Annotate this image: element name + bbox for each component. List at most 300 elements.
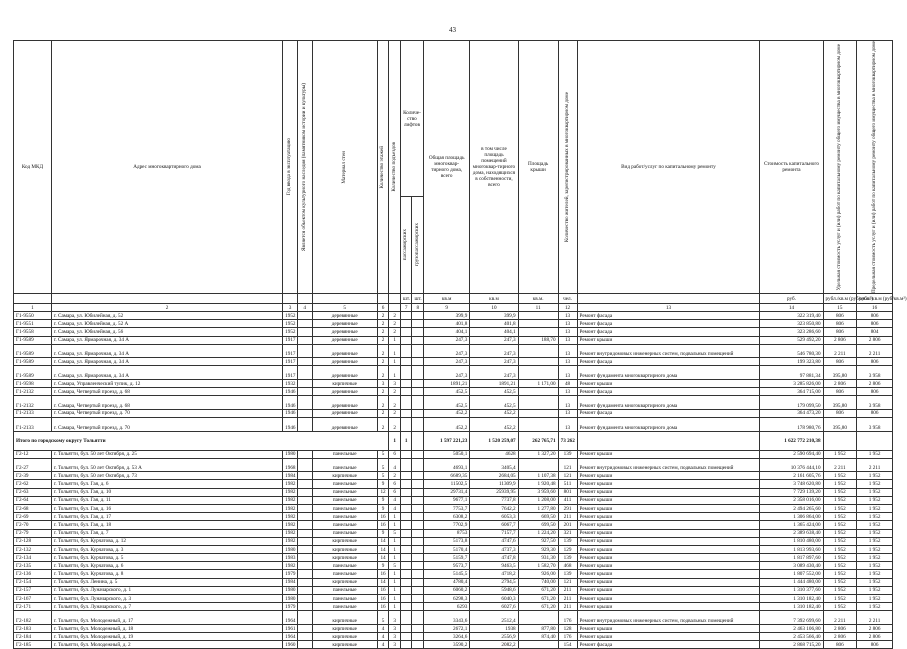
row-lifts-cargo: [412, 595, 424, 603]
unit-cell: [377, 294, 389, 304]
row-address: г. Тольятти, бул. Гая, д. 6: [51, 480, 282, 488]
column-number: 13: [577, 304, 760, 312]
row-code: Г2-167: [14, 595, 52, 603]
row-address: г. Тольятти, бул. 50 лет Октября, д. 73: [51, 472, 282, 480]
row-entrances: 2: [389, 388, 401, 396]
row-max-cost: 2 211: [857, 611, 893, 625]
row-address: г. Самара, ул. Юбилейная, д. 56: [51, 328, 282, 336]
row-unit-cost: 806: [823, 358, 857, 366]
row-year: 1917: [283, 358, 298, 366]
row-walls: панельные: [312, 595, 377, 603]
table-row: [14, 521, 893, 529]
unit-cell: [14, 294, 52, 304]
row-heritage: [297, 504, 312, 512]
row-walls: панельные: [312, 450, 377, 458]
row-code: Г1-9589: [14, 336, 52, 344]
table-row: [14, 529, 893, 537]
row-entrances: 1: [389, 366, 401, 380]
row-cost: 323 286,60: [760, 328, 823, 336]
row-code: Г1-2132: [14, 396, 52, 410]
row-lifts-pass: [400, 496, 412, 504]
row-heritage: [297, 388, 312, 396]
row-cost: 2 453 566,40: [760, 633, 823, 641]
total-section: [14, 431, 893, 450]
row-entrances: 1: [389, 545, 401, 553]
row-roof-area: [518, 458, 558, 472]
row-code: Г1-9550: [14, 312, 52, 320]
row-heritage: [297, 488, 312, 496]
row-code: Г2-182: [14, 611, 52, 625]
row-cost: 178 980,76: [760, 418, 823, 432]
row-work: Ремонт крыши: [577, 570, 760, 578]
row-entrances: 6: [389, 450, 401, 458]
table-row: [14, 396, 893, 410]
row-walls: панельные: [312, 603, 377, 611]
row-owned-area: 25939,95: [470, 488, 518, 496]
row-walls: панельные: [312, 513, 377, 521]
row-max-cost: 1 952: [857, 480, 893, 488]
row-address: г. Тольятти, бул. Молодежный, д. 2: [51, 641, 282, 649]
row-lifts-cargo: [412, 611, 424, 625]
row-heritage: [297, 450, 312, 458]
column-number: 9: [424, 304, 470, 312]
row-floors: 14: [377, 545, 389, 553]
row-cost: 10 376 444,10: [760, 458, 823, 472]
row-walls: деревянные: [312, 388, 377, 396]
row-work: Ремонт фасада: [577, 358, 760, 366]
row-owned-area: 5948,6: [470, 586, 518, 594]
row-total-area: 452,5: [424, 396, 470, 410]
row-work: Ремонт крыши: [577, 488, 760, 496]
row-max-cost: 806: [857, 358, 893, 366]
row-roof-area: 877,80: [518, 624, 558, 632]
row-residents: 13: [558, 388, 577, 396]
row-lifts-cargo: [412, 578, 424, 586]
row-lifts-pass: [400, 366, 412, 380]
row-total-area: 5170,4: [424, 545, 470, 553]
row-floors: 2: [377, 409, 389, 417]
column-number: 5: [312, 304, 377, 312]
row-cost: 322 319,40: [760, 312, 823, 320]
total-lifts-pass: 1: [389, 431, 401, 450]
row-lifts-pass: [400, 480, 412, 488]
row-roof-area: [518, 366, 558, 380]
row-unit-cost: 806: [823, 320, 857, 328]
row-heritage: [297, 595, 312, 603]
row-floors: 4: [377, 641, 389, 649]
row-cost: 1 306 864,00: [760, 513, 823, 521]
row-entrances: 2: [389, 320, 401, 328]
row-unit-cost: 1 952: [823, 595, 857, 603]
row-floors: 2: [377, 336, 389, 344]
row-max-cost: 1 952: [857, 595, 893, 603]
row-address: г. Тольятти, бул. Гая, д. 11: [51, 496, 282, 504]
row-total-area: 6293: [424, 603, 470, 611]
row-max-cost: 1 952: [857, 529, 893, 537]
row-total-area: 9677,1: [424, 496, 470, 504]
row-heritage: [297, 358, 312, 366]
row-unit-cost: 1 952: [823, 480, 857, 488]
row-owned-area: 401,8: [470, 320, 518, 328]
col-lifts-cargo-header: грузопассажирских: [413, 223, 420, 267]
row-floors: 4: [377, 624, 389, 632]
row-residents: 13: [558, 312, 577, 320]
row-work: Ремонт фасада: [577, 312, 760, 320]
row-max-cost: 806: [857, 641, 893, 649]
row-residents: 411: [558, 496, 577, 504]
row-lifts-cargo: [412, 336, 424, 344]
row-address: г. Тольятти, бул. Курчатова, д. 12: [51, 537, 282, 545]
row-residents: 468: [558, 562, 577, 570]
row-unit-cost: 806: [823, 388, 857, 396]
row-walls: кирпичные: [312, 633, 377, 641]
row-floors: 2: [377, 388, 389, 396]
row-address: г. Тольятти, бул. 50 лет Октября, д. 53 А: [51, 458, 282, 472]
row-lifts-pass: [400, 418, 412, 432]
row-lifts-cargo: [412, 472, 424, 480]
row-walls: панельные: [312, 529, 377, 537]
row-lifts-cargo: [412, 641, 424, 649]
row-total-area: 8753: [424, 529, 470, 537]
row-roof-area: 671,20: [518, 595, 558, 603]
units-row: [14, 294, 893, 304]
table-row: [14, 320, 893, 328]
row-walls: панельные: [312, 504, 377, 512]
row-year: 1946: [283, 396, 298, 410]
row-residents: 13: [558, 320, 577, 328]
row-year: 1946: [283, 388, 298, 396]
row-lifts-pass: [400, 562, 412, 570]
row-work: Ремонт крыши: [577, 633, 760, 641]
row-cost: 1 310 182,40: [760, 603, 823, 611]
row-floors: 9: [377, 529, 389, 537]
row-lifts-cargo: [412, 586, 424, 594]
row-floors: 2: [377, 358, 389, 366]
row-max-cost: 1 952: [857, 472, 893, 480]
row-owned-area: 6053,3: [470, 513, 518, 521]
row-address: г. Самара, Четвертый проезд, д. 70: [51, 418, 282, 432]
row-lifts-pass: [400, 504, 412, 512]
row-walls: панельные: [312, 458, 377, 472]
row-entrances: 1: [389, 603, 401, 611]
row-roof-area: 1 277,80: [518, 504, 558, 512]
row-walls: кирпичные: [312, 545, 377, 553]
unit-cell: [283, 294, 298, 304]
row-lifts-cargo: [412, 496, 424, 504]
col-total-area-header: Общая площадь многоквар-тирного дома, всего: [424, 41, 470, 294]
row-heritage: [297, 496, 312, 504]
row-work: Ремонт крыши: [577, 496, 760, 504]
row-roof-area: [518, 358, 558, 366]
row-owned-area: 247,3: [470, 366, 518, 380]
row-unit-cost: 1 952: [823, 513, 857, 521]
row-residents: 139: [558, 570, 577, 578]
samara-rows: [14, 312, 893, 432]
row-walls: деревянные: [312, 312, 377, 320]
row-entrances: 4: [389, 496, 401, 504]
row-owned-area: 452,2: [470, 409, 518, 417]
row-heritage: [297, 320, 312, 328]
row-cost: 7 392 699,60: [760, 611, 823, 625]
row-code: Г2-135: [14, 562, 52, 570]
row-code: Г2-39: [14, 472, 52, 480]
row-owned-area: 247,3: [470, 358, 518, 366]
row-code: Г2-62: [14, 480, 52, 488]
row-cost: 364 715,00: [760, 388, 823, 396]
row-lifts-pass: [400, 611, 412, 625]
row-work: Ремонт крыши: [577, 450, 760, 458]
row-lifts-cargo: [412, 409, 424, 417]
column-number: 16: [857, 304, 893, 312]
row-entrances: 1: [389, 586, 401, 594]
row-code: Г2-154: [14, 578, 52, 586]
row-owned-area: 6067,7: [470, 521, 518, 529]
row-code: Г1-9598: [14, 379, 52, 387]
row-unit-cost: 1 952: [823, 450, 857, 458]
row-year: 1960: [283, 641, 298, 649]
row-heritage: [297, 545, 312, 553]
col-unit-cost-header: Удельная стоимость услуг и (или) работ по капитальному ремонту общего имущества в многоквартирном доме: [836, 43, 843, 291]
row-entrances: 2: [389, 472, 401, 480]
row-max-cost: 1 952: [857, 570, 893, 578]
row-work: Ремонт фундамента многоквартирного дома: [577, 418, 760, 432]
row-heritage: [297, 513, 312, 521]
row-cost: 3 285 826,00: [760, 379, 823, 387]
table-row: [14, 570, 893, 578]
table-row: [14, 366, 893, 380]
column-number: 6: [377, 304, 389, 312]
unit-cell: [297, 294, 312, 304]
row-year: 1982: [283, 529, 298, 537]
row-residents: 129: [558, 545, 577, 553]
row-total-area: 7702,9: [424, 521, 470, 529]
row-residents: 211: [558, 595, 577, 603]
row-address: г. Самара, Управленческий тупик, д. 12: [51, 379, 282, 387]
row-owned-area: 7157,7: [470, 529, 518, 537]
row-max-cost: 1 952: [857, 578, 893, 586]
row-work: Ремонт крыши: [577, 529, 760, 537]
unit-cell: чел.: [558, 294, 577, 304]
row-year: 1982: [283, 513, 298, 521]
row-year: 1982: [283, 562, 298, 570]
col-year-header: Год ввода в эксплуатацию: [286, 138, 293, 196]
row-floors: 16: [377, 521, 389, 529]
col-lifts-header: Количе-ство лифтов: [400, 41, 423, 197]
row-lifts-pass: [400, 312, 412, 320]
row-cost: 323 850,80: [760, 320, 823, 328]
row-owned-area: 11309,9: [470, 480, 518, 488]
row-lifts-pass: [400, 521, 412, 529]
row-max-cost: 806: [857, 388, 893, 396]
row-owned-area: 404,1: [470, 328, 518, 336]
row-total-area: 1891,21: [424, 379, 470, 387]
row-entrances: 2: [389, 409, 401, 417]
row-year: 1917: [283, 344, 298, 358]
row-residents: 13: [558, 358, 577, 366]
table-row: [14, 545, 893, 553]
row-walls: деревянные: [312, 396, 377, 410]
row-heritage: [297, 396, 312, 410]
row-walls: кирпичные: [312, 379, 377, 387]
row-address: г. Тольятти, бул. Гая, д. 17: [51, 513, 282, 521]
row-unit-cost: 1 952: [823, 529, 857, 537]
row-work: Ремонт фундамента многоквартирного дома: [577, 366, 760, 380]
row-owned-area: 247,3: [470, 336, 518, 344]
col-owned-area-header: в том числе площадь помещений многоквар-тирного дома, находящихся в собственности, всего: [470, 41, 518, 294]
row-unit-cost: 395,80: [823, 418, 857, 432]
col-cost-header: Стоимость капитального ремонта: [760, 41, 823, 294]
row-year: 1979: [283, 603, 298, 611]
row-heritage: [297, 570, 312, 578]
row-year: 1980: [283, 450, 298, 458]
row-walls: кирпичные: [312, 611, 377, 625]
row-owned-area: 2684,05: [470, 472, 518, 480]
row-owned-area: 1938: [470, 624, 518, 632]
row-floors: 5: [377, 472, 389, 480]
row-lifts-pass: [400, 554, 412, 562]
row-total-area: 5159,7: [424, 554, 470, 562]
row-residents: 13: [558, 366, 577, 380]
row-floors: 14: [377, 554, 389, 562]
row-entrances: 1: [389, 358, 401, 366]
row-code: Г2-68: [14, 504, 52, 512]
row-code: Г1-9589: [14, 358, 52, 366]
row-residents: 176: [558, 611, 577, 625]
row-year: 1961: [283, 624, 298, 632]
row-code: Г1-2133: [14, 409, 52, 417]
row-residents: 13: [558, 418, 577, 432]
row-unit-cost: 1 952: [823, 603, 857, 611]
row-walls: кирпичные: [312, 578, 377, 586]
col-heritage-header: Является объектом культурного наследия (памятником истории и культуры): [300, 83, 307, 251]
row-residents: 511: [558, 480, 577, 488]
row-code: Г2-128: [14, 537, 52, 545]
row-entrances: 1: [389, 537, 401, 545]
row-floors: 2: [377, 344, 389, 358]
row-unit-cost: 1 952: [823, 488, 857, 496]
unit-cell: шт.: [412, 294, 424, 304]
row-cost: 3 089 430,40: [760, 562, 823, 570]
column-number: 4: [297, 304, 312, 312]
unit-cell: руб.: [760, 294, 823, 304]
unit-cell: рубл./кв.м (руб/кв.м²): [823, 294, 857, 304]
row-residents: 13: [558, 396, 577, 410]
row-unit-cost: 1 952: [823, 578, 857, 586]
table-row: [14, 379, 893, 387]
row-heritage: [297, 521, 312, 529]
row-lifts-cargo: [412, 328, 424, 336]
row-lifts-cargo: [412, 396, 424, 410]
row-lifts-cargo: [412, 320, 424, 328]
row-residents: 211: [558, 513, 577, 521]
row-max-cost: 3 958: [857, 418, 893, 432]
row-code: Г2-132: [14, 545, 52, 553]
row-entrances: 1: [389, 554, 401, 562]
row-owned-area: 452,5: [470, 396, 518, 410]
row-lifts-cargo: [412, 554, 424, 562]
row-cost: 1 310 377,60: [760, 586, 823, 594]
row-lifts-cargo: [412, 633, 424, 641]
row-entrances: 1: [389, 344, 401, 358]
row-owned-area: 2512,4: [470, 611, 518, 625]
row-cost: 1 813 993,60: [760, 545, 823, 553]
row-address: г. Тольятти, бул. Луначарского, д. 1: [51, 586, 282, 594]
row-address: г. Тольятти, бул. Луначарского, д. 7: [51, 603, 282, 611]
row-floors: 3: [377, 379, 389, 387]
row-cost: 2 358 016,00: [760, 496, 823, 504]
total-label: Итого по городскому округу Тольятти: [14, 431, 389, 450]
row-address: г. Тольятти, бул. Ленина, д. 5: [51, 578, 282, 586]
row-cost: 2 389 638,40: [760, 529, 823, 537]
row-year: 1980: [283, 595, 298, 603]
table-row: [14, 388, 893, 396]
row-entrances: 5: [389, 529, 401, 537]
row-code: Г2-157: [14, 586, 52, 594]
row-code: Г1-9589: [14, 344, 52, 358]
row-cost: 97 881,34: [760, 366, 823, 380]
row-address: г. Тольятти, бул. Курчатова, д. 3: [51, 545, 282, 553]
row-walls: деревянные: [312, 358, 377, 366]
row-total-area: 401,8: [424, 320, 470, 328]
row-residents: 321: [558, 529, 577, 537]
row-heritage: [297, 586, 312, 594]
header-row: [14, 41, 893, 197]
row-walls: деревянные: [312, 336, 377, 344]
row-total-area: 6689,35: [424, 472, 470, 480]
row-entrances: 2: [389, 328, 401, 336]
row-lifts-pass: [400, 624, 412, 632]
row-address: г. Тольятти, бул. Луначарского, д. 3: [51, 595, 282, 603]
row-max-cost: 2 806: [857, 336, 893, 344]
row-work: Ремонт крыши: [577, 624, 760, 632]
unit-cell: [312, 294, 377, 304]
column-number: [389, 304, 401, 312]
row-roof-area: [518, 418, 558, 432]
row-lifts-cargo: [412, 513, 424, 521]
row-year: 1946: [283, 409, 298, 417]
row-max-cost: 1 952: [857, 545, 893, 553]
row-unit-cost: 395,80: [823, 396, 857, 410]
column-number: 3: [283, 304, 298, 312]
row-lifts-cargo: [412, 570, 424, 578]
table-row: [14, 358, 893, 366]
table-row: [14, 562, 893, 570]
row-entrances: 2: [389, 418, 401, 432]
total-roof-sum: 262 765,71: [518, 431, 558, 450]
row-walls: панельные: [312, 488, 377, 496]
col-code-header: Код МКД: [14, 41, 52, 294]
row-roof-area: [518, 328, 558, 336]
row-roof-area: 699,50: [518, 521, 558, 529]
row-year: 1917: [283, 336, 298, 344]
row-walls: кирпичные: [312, 537, 377, 545]
row-walls: кирпичные: [312, 624, 377, 632]
row-work: Ремонт крыши: [577, 603, 760, 611]
row-total-area: 2672,1: [424, 624, 470, 632]
row-unit-cost: 1 952: [823, 586, 857, 594]
row-heritage: [297, 379, 312, 387]
row-owned-area: 452,2: [470, 418, 518, 432]
row-total-area: 29731,4: [424, 488, 470, 496]
row-address: г. Тольятти, бул. Гая, д. 18: [51, 521, 282, 529]
row-max-cost: 804: [857, 328, 893, 336]
row-unit-cost: 395,80: [823, 366, 857, 380]
unit-cell: [51, 294, 282, 304]
row-total-area: 399,9: [424, 312, 470, 320]
row-walls: деревянные: [312, 320, 377, 328]
row-cost: 1 365 424,00: [760, 521, 823, 529]
row-owned-area: 452,5: [470, 388, 518, 396]
